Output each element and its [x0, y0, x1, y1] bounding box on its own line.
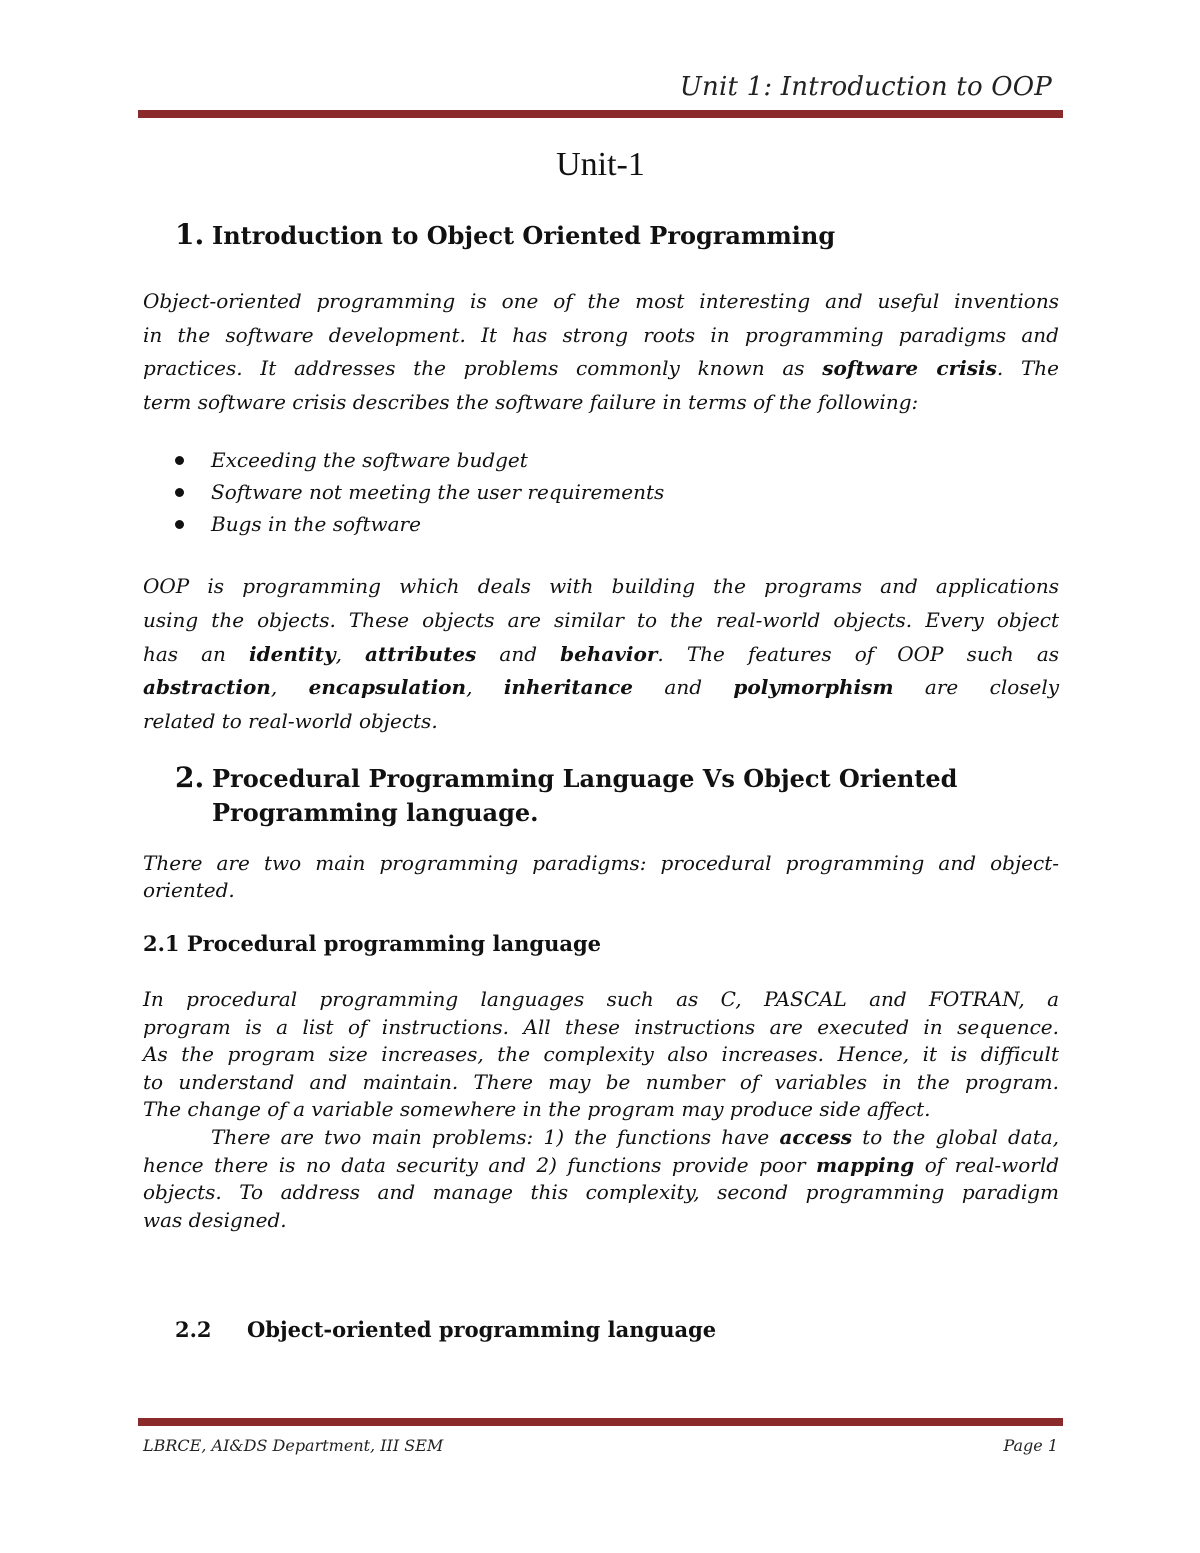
header-rule	[138, 110, 1063, 118]
bullet-icon	[175, 488, 184, 497]
footer-department: LBRCE, AI&DS Department, III SEM	[143, 1436, 444, 1455]
text-line: The change of a variable somewhere in the program may produce side affect.	[143, 1097, 931, 1122]
subsection-2-1-heading: 2.1 Procedural programming language	[143, 931, 602, 956]
running-header: Unit 1: Introduction to OOP	[679, 72, 1052, 102]
text-line: OOP is programming which deals with building the programs and applications	[143, 574, 1059, 598]
section-2-intro	[143, 850, 1059, 904]
bullet-icon	[175, 456, 184, 465]
procedural-paragraph	[143, 986, 1059, 1234]
software-crisis-list	[175, 444, 664, 540]
text-line: abstraction, encapsulation, inheritance and polymorphism are closely	[143, 675, 1060, 700]
text-line: hence there is no data security and 2) functions provide poor mapping of real-world	[143, 1152, 1060, 1177]
text-line: objects. To address and manage this complexity, second programming paradigm	[143, 1180, 1059, 1205]
footer-rule	[138, 1418, 1063, 1426]
oop-paragraph	[143, 570, 1059, 739]
text-line: has an identity, attributes and behavior. The features of OOP such as	[143, 641, 1060, 666]
text-line: oriented.	[143, 878, 235, 902]
list-item: Software not meeting the user requirements	[175, 476, 664, 508]
text-line: term software crisis describes the software failure in terms of the following:	[143, 389, 919, 414]
text-line: There are two main programming paradigms: procedural programming and object-	[143, 851, 1059, 875]
section-2-title-line1: Procedural Programming Language Vs Object Oriented	[212, 764, 958, 793]
text-line: program is a list of instructions. All these instructions are executed in sequence.	[143, 1014, 1059, 1039]
section-1-title: Introduction to Object Oriented Programming	[212, 221, 836, 250]
text-line: practices. It addresses the problems commonly known as software crisis. The	[143, 356, 1060, 380]
subsection-2-2-number: 2.2	[175, 1317, 212, 1342]
emphasis-software-crisis: software crisis	[822, 356, 997, 380]
page-number: Page 1	[1003, 1436, 1058, 1455]
text-line: to understand and maintain. There may be number of variables in the program.	[143, 1069, 1059, 1094]
list-item: Bugs in the software	[175, 508, 664, 540]
unit-title: Unit-1	[556, 146, 645, 183]
text-line: As the program size increases, the complexity also increases. Hence, it is difficult	[143, 1042, 1059, 1067]
section-1-number: 1.	[175, 218, 205, 251]
text-line: using the objects. These objects are similar to the real-world objects. Every object	[143, 607, 1059, 632]
text-line: was designed.	[143, 1207, 287, 1232]
section-2-title-line2: Programming language.	[212, 798, 539, 827]
subsection-2-2-title: Object-oriented programming language	[247, 1317, 717, 1342]
text-line: There are two main problems: 1) the functions have access to the global data,	[211, 1124, 1060, 1149]
intro-paragraph	[143, 285, 1059, 419]
text-line: in the software development. It has strong roots in programming paradigms and	[143, 322, 1059, 347]
text-line: In procedural programming languages such as C, PASCAL and FOTRAN, a	[143, 987, 1059, 1011]
section-2-heading	[175, 761, 1055, 834]
text-line: related to real-world objects.	[143, 709, 438, 734]
section-2-number: 2.	[175, 761, 205, 794]
list-item: Exceeding the software budget	[175, 444, 664, 476]
subsection-2-2-heading	[175, 1317, 717, 1342]
bullet-icon	[175, 520, 184, 529]
text-line: Object-oriented programming is one of the most interesting and useful inventions	[143, 289, 1059, 313]
